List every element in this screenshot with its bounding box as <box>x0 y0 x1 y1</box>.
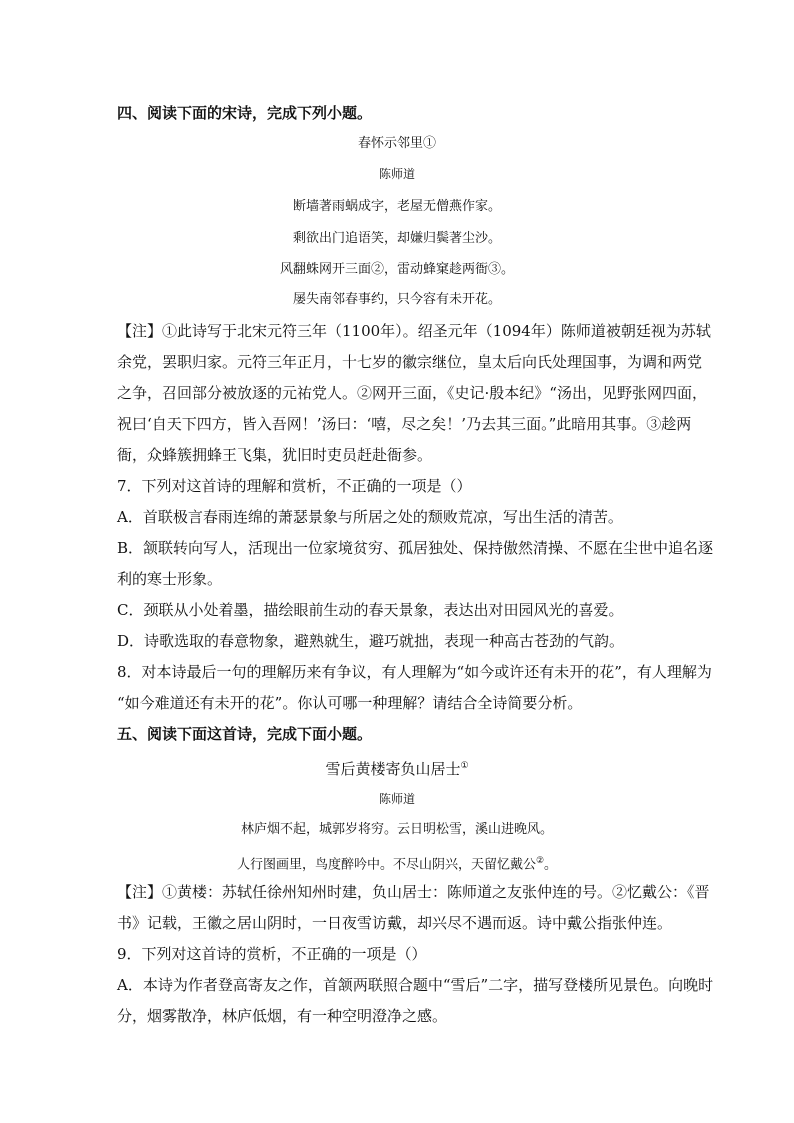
poem1-line: 断墙著雨蜗成字，老屋无僧燕作家。 <box>292 199 501 214</box>
q7-option-a: A．首联极言春雨连绵的萧瑟景象与所居之处的颓败荒凉，写出生活的清苦。 <box>117 508 623 526</box>
q9-stem: 9．下列对这首诗的赏析，不正确的一项是（） <box>117 945 427 963</box>
poem2-line2-footnote: ② <box>535 856 545 866</box>
note1-line: 之争，召回部分被放逐的元祐党人。②网开三面，《史记·殷本纪》“汤出，见野张网四面， <box>117 384 707 402</box>
note2-line: 书》记载，王徽之居山阴时，一日夜雪访戴，却兴尽不遇而返。诗中戴公指张仲连。 <box>117 914 673 932</box>
poem1-title: 春怀示邻里① <box>357 136 436 151</box>
poem2-line2-text: 人行图画里，鸟度醉吟中。不尽山阴兴，天留忆戴公 <box>236 857 536 873</box>
poem2-author: 陈师道 <box>378 792 415 806</box>
q8-line: 8．对本诗最后一句的理解历来有争议，有人理解为“如今或许还有未开的花”，有人理解为 <box>117 663 712 681</box>
poem2-title-footnote: ① <box>460 761 469 771</box>
section4-heading: 四、阅读下面的宋诗，完成下列小题。 <box>117 104 373 122</box>
poem2-title-text: 雪后黄楼寄负山居士 <box>325 760 461 778</box>
note1-line: 衙，众蜂簇拥蜂王飞集，犹旧时吏员赶赴衙参。 <box>117 446 433 464</box>
note1-line: 余党，罢职归家。元符三年正月，十七岁的徽宗继位，皇太后向氏处理国事，为调和两党 <box>117 353 703 371</box>
poem1-line: 屡失南邻春事约，只今容有未开花。 <box>292 292 501 307</box>
poem2-line <box>0 851 794 875</box>
note2-line: 【注】①黄楼：苏轼任徐州知州时建，负山居士：陈师道之友张仲连的号。②忆戴公：《晋 <box>117 883 710 901</box>
q7-option-c: C．颈联从小处着墨，描绘眼前生动的春天景象，表达出对田园风光的喜爱。 <box>117 601 624 619</box>
section5-heading: 五、阅读下面这首诗，完成下面小题。 <box>117 725 373 743</box>
q8-line: “如今难道还有未开的花”。你认可哪一种理解？请结合全诗简要分析。 <box>117 694 583 712</box>
poem1-line: 剩欲出门追语笑，却嫌归鬓著尘沙。 <box>292 231 501 246</box>
poem1-line: 风翻蛛网开三面②，雷动蜂窠趁两衙③。 <box>279 262 514 277</box>
poem2-line2-end: 。 <box>544 857 558 873</box>
note1-line: 【注】①此诗写于北宋元符三年（1100年）。绍圣元年（1094年）陈师道被朝廷视为苏轼 <box>117 322 711 340</box>
q9-option-a-cont: 分，烟雾散净，林庐低烟，有一种空明澄净之感。 <box>117 1007 448 1025</box>
poem2-line: 林庐烟不起，城郭岁将穷。云日明松雪，溪山进晚风。 <box>240 822 553 837</box>
q9-option-a: A．本诗为作者登高寄友之作，首颔两联照合题中“雪后”二字，描写登楼所见景色。向晚时 <box>117 976 714 994</box>
note1-line: 祝曰‘自天下四方，皆入吾网！’汤曰：‘嘻，尽之矣！’乃去其三面。”此暗用其事。③趁两 <box>117 415 692 433</box>
poem1-author: 陈师道 <box>378 167 415 181</box>
q7-option-b-cont: 利的寒士形象。 <box>117 570 223 588</box>
q7-stem: 7．下列对这首诗的理解和赏析，不正确的一项是（） <box>117 477 472 495</box>
poem2-title <box>0 756 794 779</box>
q7-option-d: D．诗歌选取的春意物象，避熟就生，避巧就拙，表现一种高古苍劲的气韵。 <box>117 632 625 650</box>
q7-option-b: B．颔联转向写人，活现出一位家境贫穷、孤居独处、保持傲然清操、不愿在尘世中追名逐 <box>117 539 714 557</box>
